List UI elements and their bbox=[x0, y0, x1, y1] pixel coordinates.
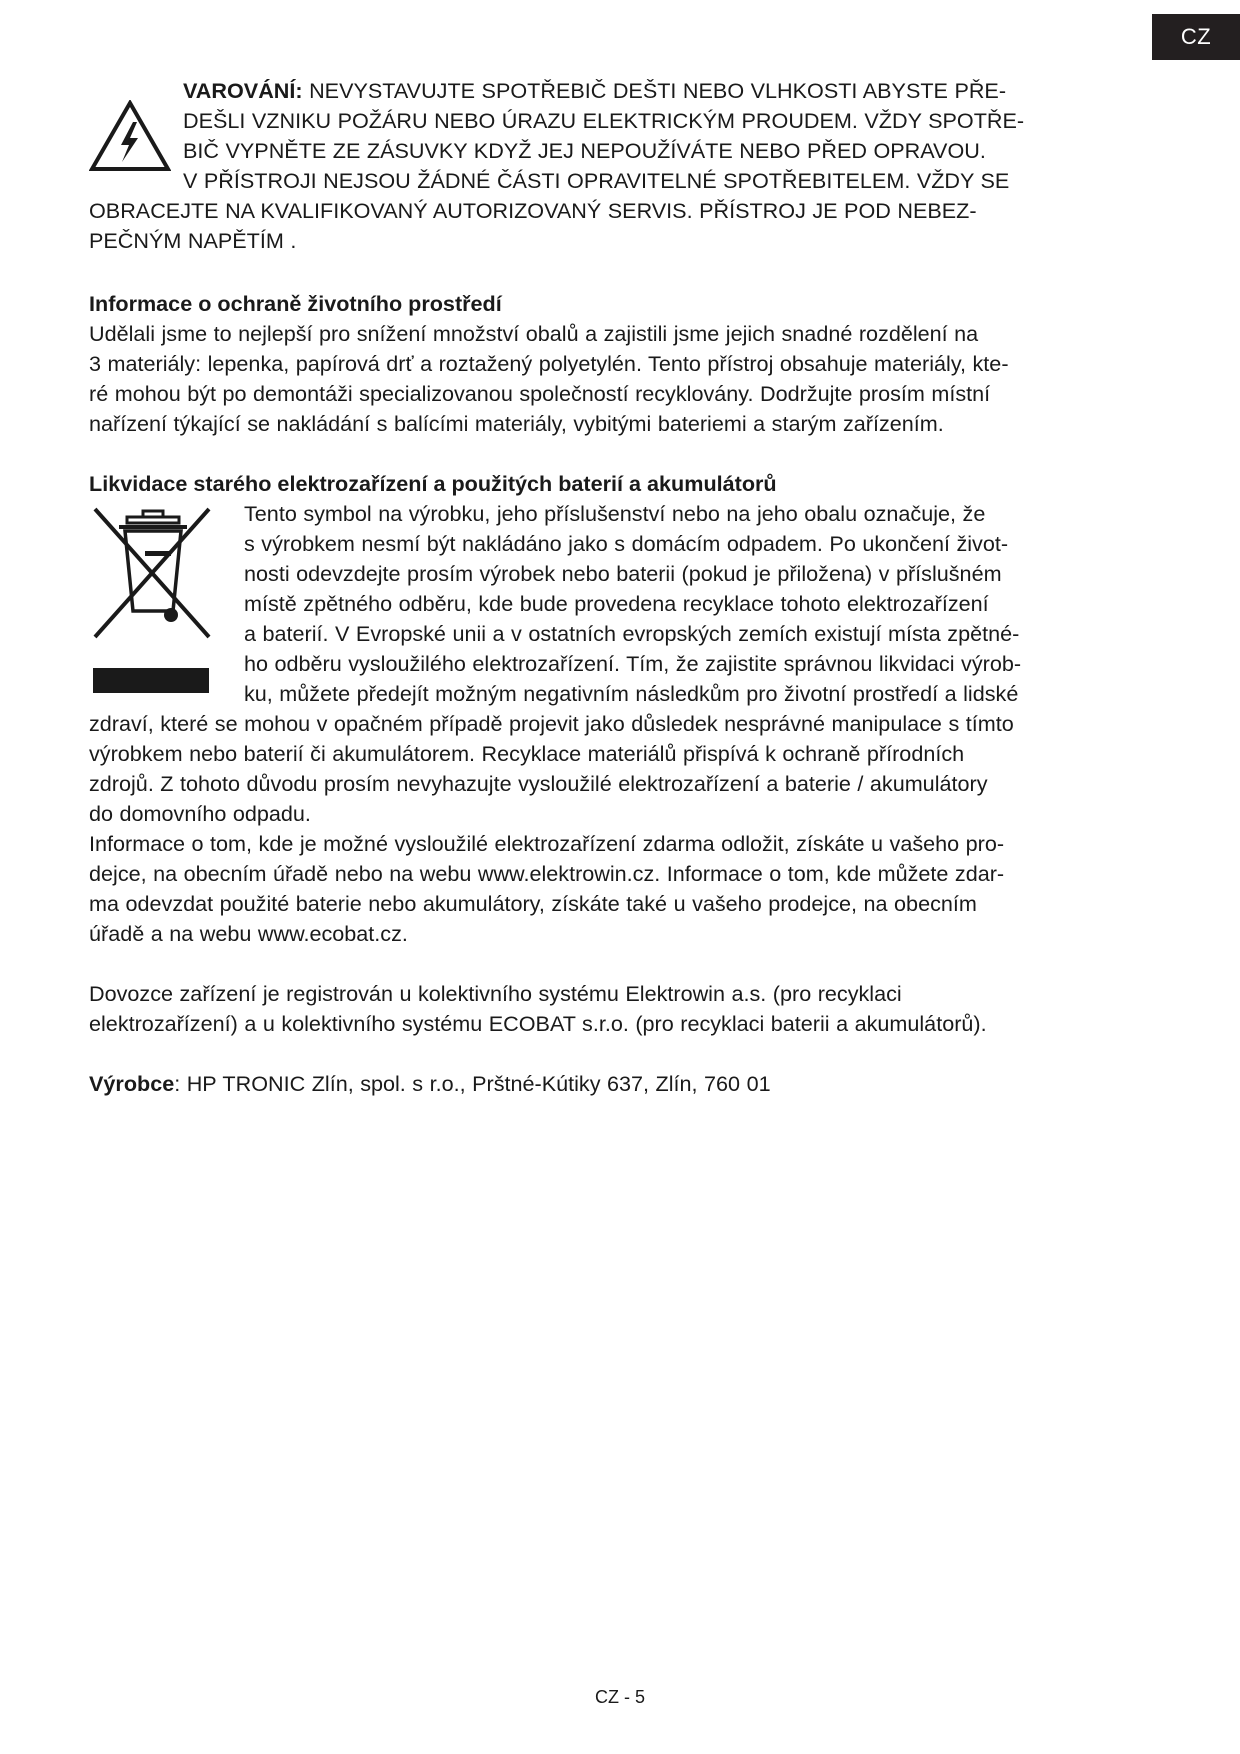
environment-line: ré mohou být po demontáži specializovanou společností recyklovány. Dodržujte prosím místní bbox=[89, 381, 991, 406]
warning-line: BIČ VYPNĚTE ZE ZÁSUVKY KDYŽ JEJ NEPOUŽÍVÁTE NEBO PŘED OPRAVOU. bbox=[183, 138, 986, 163]
language-tab: CZ bbox=[1152, 14, 1240, 60]
environment-line: 3 materiály: lepenka, papírová drť a roztažený polyetylén. Tento přístroj obsahuje materiály, kte- bbox=[89, 351, 1009, 376]
warning-line: NEVYSTAVUJTE SPOTŘEBIČ DEŠTI NEBO VLHKOSTI ABYSTE PŘE- bbox=[302, 78, 1007, 103]
disposal-line: nosti odevzdejte prosím výrobek nebo baterii (pokud je přiložena) v příslušném bbox=[244, 561, 1002, 586]
page-content bbox=[89, 76, 1164, 1099]
disposal-line: místě zpětného odběru, kde bude provedena recyklace tohoto elektrozařízení bbox=[244, 591, 989, 616]
environment-line: nařízení týkající se nakládání s balícími materiály, vybitými bateriemi a starým zařízením. bbox=[89, 411, 944, 436]
manufacturer-label: Výrobce bbox=[89, 1071, 175, 1096]
warning-label: VAROVÁNÍ: bbox=[183, 78, 303, 103]
disposal-line: úřadě a na webu www.ecobat.cz. bbox=[89, 921, 408, 946]
crossed-out-wheelie-bin-icon bbox=[89, 505, 215, 695]
importer-line: elektrozařízení) a u kolektivního systému ECOBAT s.r.o. (pro recyklaci baterii a akumulátorů). bbox=[89, 1011, 987, 1036]
warning-line: PEČNÝM NAPĚTÍM . bbox=[89, 228, 297, 253]
warning-block bbox=[89, 76, 1164, 256]
environment-heading: Informace o ochraně životního prostředí bbox=[89, 291, 502, 316]
environment-section bbox=[89, 289, 1164, 439]
importer-line: Dovozce zařízení je registrován u kolektivního systému Elektrowin a.s. (pro recyklaci bbox=[89, 981, 902, 1006]
disposal-line: dejce, na obecním úřadě nebo na webu www.elektrowin.cz. Informace o tom, kde můžete zdar- bbox=[89, 861, 1005, 886]
importer-section bbox=[89, 979, 1164, 1039]
disposal-line: do domovního odpadu. bbox=[89, 801, 311, 826]
environment-line: Udělali jsme to nejlepší pro snížení množství obalů a zajistili jsme jejich snadné rozdělení na bbox=[89, 321, 979, 346]
disposal-line: ho odběru vysloužilého elektrozařízení. Tím, že zajistite správnou likvidaci výrob- bbox=[244, 651, 1022, 676]
warning-line: V PŘÍSTROJI NEJSOU ŽÁDNÉ ČÁSTI OPRAVITELNÉ SPOTŘEBITELEM. VŽDY SE bbox=[183, 168, 1010, 193]
page-number: CZ - 5 bbox=[594, 1687, 645, 1707]
disposal-line: ku, můžete předejít možným negativním následkům pro životní prostředí a lidské bbox=[244, 681, 1019, 706]
disposal-line: Informace o tom, kde je možné vysloužilé elektrozařízení zdarma odložit, získáte u vašeho pro- bbox=[89, 831, 1005, 856]
disposal-heading: Likvidace starého elektrozařízení a použitých baterií a akumulátorů bbox=[89, 471, 777, 496]
disposal-line: ma odevzdat použité baterie nebo akumulátory, získáte také u vašeho prodejce, na obecním bbox=[89, 891, 977, 916]
disposal-line: s výrobkem nesmí být nakládáno jako s domácím odpadem. Po ukončení život- bbox=[244, 531, 1009, 556]
disposal-line: výrobkem nebo baterií či akumulátorem. Recyklace materiálů přispívá k ochraně přírodních bbox=[89, 741, 965, 766]
warning-line: DEŠLI VZNIKU POŽÁRU NEBO ÚRAZU ELEKTRICKÝM PROUDEM. VŽDY SPOTŘE- bbox=[183, 108, 1025, 133]
manufacturer-text: : HP TRONIC Zlín, spol. s r.o., Prštné-Kútiky 637, Zlín, 760 01 bbox=[174, 1071, 771, 1096]
disposal-line: zdraví, které se mohou v opačném případě projevit jako důsledek nesprávné manipulace s tímto bbox=[89, 711, 1014, 736]
electric-hazard-warning-icon bbox=[89, 100, 171, 172]
warning-line: OBRACEJTE NA KVALIFIKOVANÝ AUTORIZOVANÝ SERVIS. PŘÍSTROJ JE POD NEBEZ- bbox=[89, 198, 977, 223]
disposal-line: a baterií. V Evropské unii a v ostatních evropských zemích existují místa zpětné- bbox=[244, 621, 1020, 646]
disposal-section bbox=[89, 469, 1164, 949]
disposal-line: zdrojů. Z tohoto důvodu prosím nevyhazujte vysloužilé elektrozařízení a baterie / akumulátory bbox=[89, 771, 988, 796]
disposal-line: Tento symbol na výrobku, jeho příslušenství nebo na jeho obalu označuje, že bbox=[244, 501, 986, 526]
manufacturer-line bbox=[89, 1069, 1164, 1099]
